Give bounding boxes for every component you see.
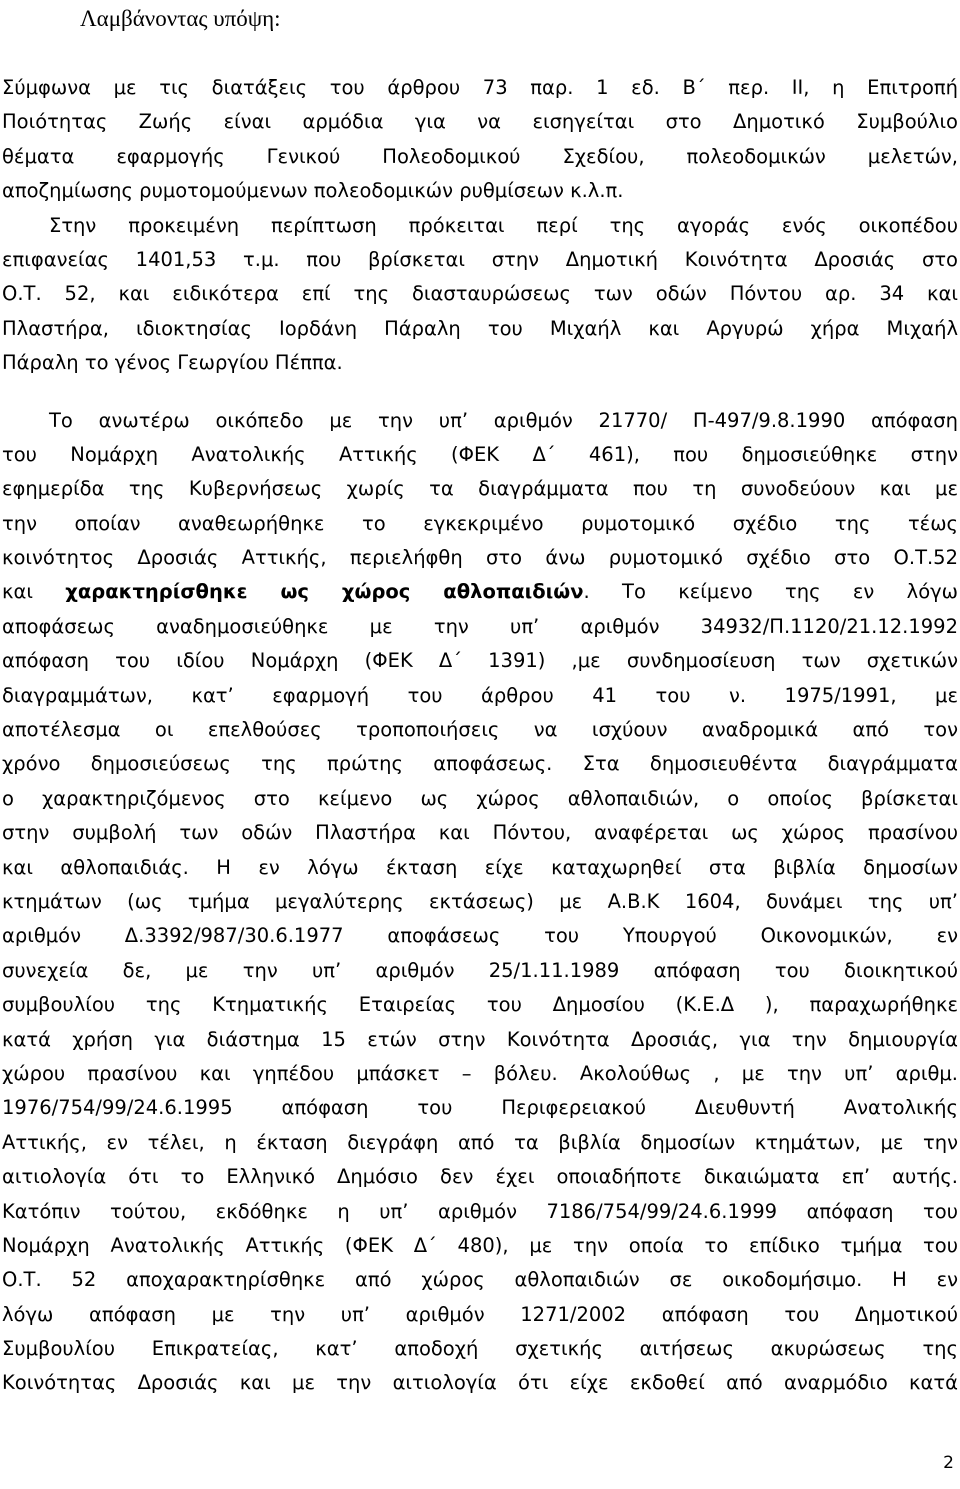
document-body	[2, 71, 958, 1401]
text-line: Ποιότητας Ζωής είναι αρμόδια για να εισηγείται στο Δημοτικό Συμβούλιο	[2, 110, 958, 134]
text-line: Αττικής, εν τέλει, η έκταση διεγράφη από τα βιβλία δημοσίων κτημάτων, με την	[2, 1130, 958, 1154]
text-line: στην συμβολή των οδών Πλαστήρα και Πόντου, αναφέρεται ως χώρος πρασίνου	[2, 821, 958, 845]
text-line: αποζημίωσης ρυμοτομούμενων πολεοδομικών ρυθμίσεων κ.λ.π.	[2, 179, 624, 203]
text-line: αποτέλεσμα οι επελθούσες τροποποιήσεις να ισχύουν αναδρομικά από τον	[2, 718, 958, 742]
text-line: συμβουλίου της Κτηματικής Εταιρείας του Δημοσίου (Κ.Ε.Δ ), παραχωρήθηκε	[2, 993, 958, 1017]
text-line: και αθλοπαιδιάς. Η εν λόγω έκταση είχε καταχωρηθεί στα βιβλία δημοσίων	[2, 855, 958, 879]
text-line: κοινότητος Δροσιάς Αττικής, περιελήφθη στο άνω ρυμοτομικό σχέδιο στο Ο.Τ.52	[2, 546, 958, 570]
text-line: κτημάτων (ως τμήμα μεγαλύτερης εκτάσεως) με Α.Β.Κ 1604, δυνάμει της υπ’	[2, 889, 958, 913]
text-line: θέματα εφαρμογής Γενικού Πολεοδομικού Σχεδίου, πολεοδομικών μελετών,	[2, 144, 958, 168]
text-line: λόγω απόφαση με την υπ’ αριθμόν 1271/2002 απόφαση του Δημοτικού	[2, 1302, 958, 1326]
text-line: Συμβουλίου Επικρατείας, κατ’ αποδοχή σχετικής αιτήσεως ακυρώσεως της	[2, 1337, 958, 1361]
text-line: Πλαστήρα, ιδιοκτησίας Ιορδάνη Πάραλη του Μιχαήλ και Αργυρώ χήρα Μιχαήλ	[2, 316, 958, 340]
text-fragment: και	[2, 580, 66, 604]
text-line: εφημερίδα της Κυβερνήσεως χωρίς τα διαγράμματα που τη συνοδεύουν και με	[2, 477, 958, 501]
text-line: διαγραμμάτων, κατ’ εφαρμογή του άρθρου 41 του ν. 1975/1991, με	[2, 683, 958, 707]
text-line: απόφαση του ιδίου Νομάρχη (ΦΕΚ Δ΄ 1391) ,με συνδημοσίευση των σχετικών	[2, 649, 958, 673]
text-fragment: . Το κείμενο της εν λόγω	[583, 580, 958, 604]
page-number: 2	[943, 1453, 954, 1473]
text-line: Κοινότητας Δροσιάς και με την αιτιολογία ότι είχε εκδοθεί από αναρμόδιο κατά	[2, 1371, 958, 1395]
text-line: Σύμφωνα με τις διατάξεις του άρθρου 73 παρ. 1 εδ. Β΄ περ. ΙΙ, η Επιτροπή	[2, 76, 958, 99]
text-line: συνεχεία δε, με την υπ’ αριθμόν 25/1.11.1989 απόφαση του διοικητικού	[2, 958, 958, 982]
text-line: 1976/754/99/24.6.1995 απόφαση του Περιφερειακού Διευθυντή Ανατολικής	[2, 1096, 958, 1120]
text-line: Πάραλη το γένος Γεωργίου Πέππα.	[2, 351, 343, 375]
text-line: ο χαρακτηριζόμενος στο κείμενο ως χώρος αθλοπαιδιών, ο οποίος βρίσκεται	[2, 786, 958, 810]
text-line: Ο.Τ. 52, και ειδικότερα επί της διασταυρώσεως των οδών Πόντου αρ. 34 και	[2, 282, 958, 306]
text-line: χρόνο δημοσιεύσεως της πρώτης αποφάσεως. Στα δημοσιευθέντα διαγράμματα	[2, 752, 958, 776]
text-line: Κατόπιν τούτου, εκδόθηκε η υπ’ αριθμόν 7186/754/99/24.6.1999 απόφαση του	[2, 1199, 958, 1223]
text-line: την οποίαν αναθεωρήθηκε το εγκεκριμένο ρυμοτομικό σχέδιο της τέως	[2, 511, 958, 535]
paragraph-gap	[2, 381, 958, 404]
text-line: αποφάσεως αναδημοσιεύθηκε με την υπ’ αριθμόν 34932/Π.1120/21.12.1992	[2, 614, 958, 638]
text-line: Το ανωτέρω οικόπεδο με την υπ’ αριθμόν 21770/ Π-497/9.8.1990 απόφαση	[49, 408, 958, 432]
text-line: χώρου πρασίνου και γηπέδου μπάσκετ – βόλευ. Ακολούθως , με την υπ’ αριθμ.	[2, 1061, 958, 1085]
text-line: κατά χρήση για διάστημα 15 ετών στην Κοινότητα Δροσιάς, για την δημιουργία	[2, 1027, 958, 1051]
text-line: Στην προκειμένη περίπτωση πρόκειται περί της αγοράς ενός οικοπέδου	[49, 213, 958, 237]
text-line: Νομάρχη Ανατολικής Αττικής (ΦΕΚ Δ΄ 480), με την οποία το επίδικο τμήμα του	[2, 1233, 958, 1257]
text-line: επιφανείας 1401,53 τ.μ. που βρίσκεται στην Δημοτική Κοινότητα Δροσιάς στο	[2, 247, 958, 271]
section-heading: Λαμβάνοντας υπόψη:	[80, 6, 281, 31]
text-line: αιτιολογία ότι το Ελληνικό Δημόσιο δεν έχει οποιαδήποτε δικαιώματα επ’ αυτής.	[2, 1165, 958, 1189]
text-line: αριθμόν Δ.3392/987/30.6.1977 αποφάσεως του Υπουργού Οικονομικών, εν	[2, 924, 958, 948]
bold-emphasis: χαρακτηρίσθηκε ως χώρος αθλοπαιδιών	[65, 580, 584, 604]
text-line: Ο.Τ. 52 αποχαρακτηρίσθηκε από χώρος αθλοπαιδιών σε οικοδομήσιμο. Η εν	[2, 1268, 958, 1292]
text-line-with-bold	[2, 575, 958, 609]
text-line: του Νομάρχη Ανατολικής Αττικής (ΦΕΚ Δ΄ 461), που δημοσιεύθηκε στην	[2, 442, 958, 466]
